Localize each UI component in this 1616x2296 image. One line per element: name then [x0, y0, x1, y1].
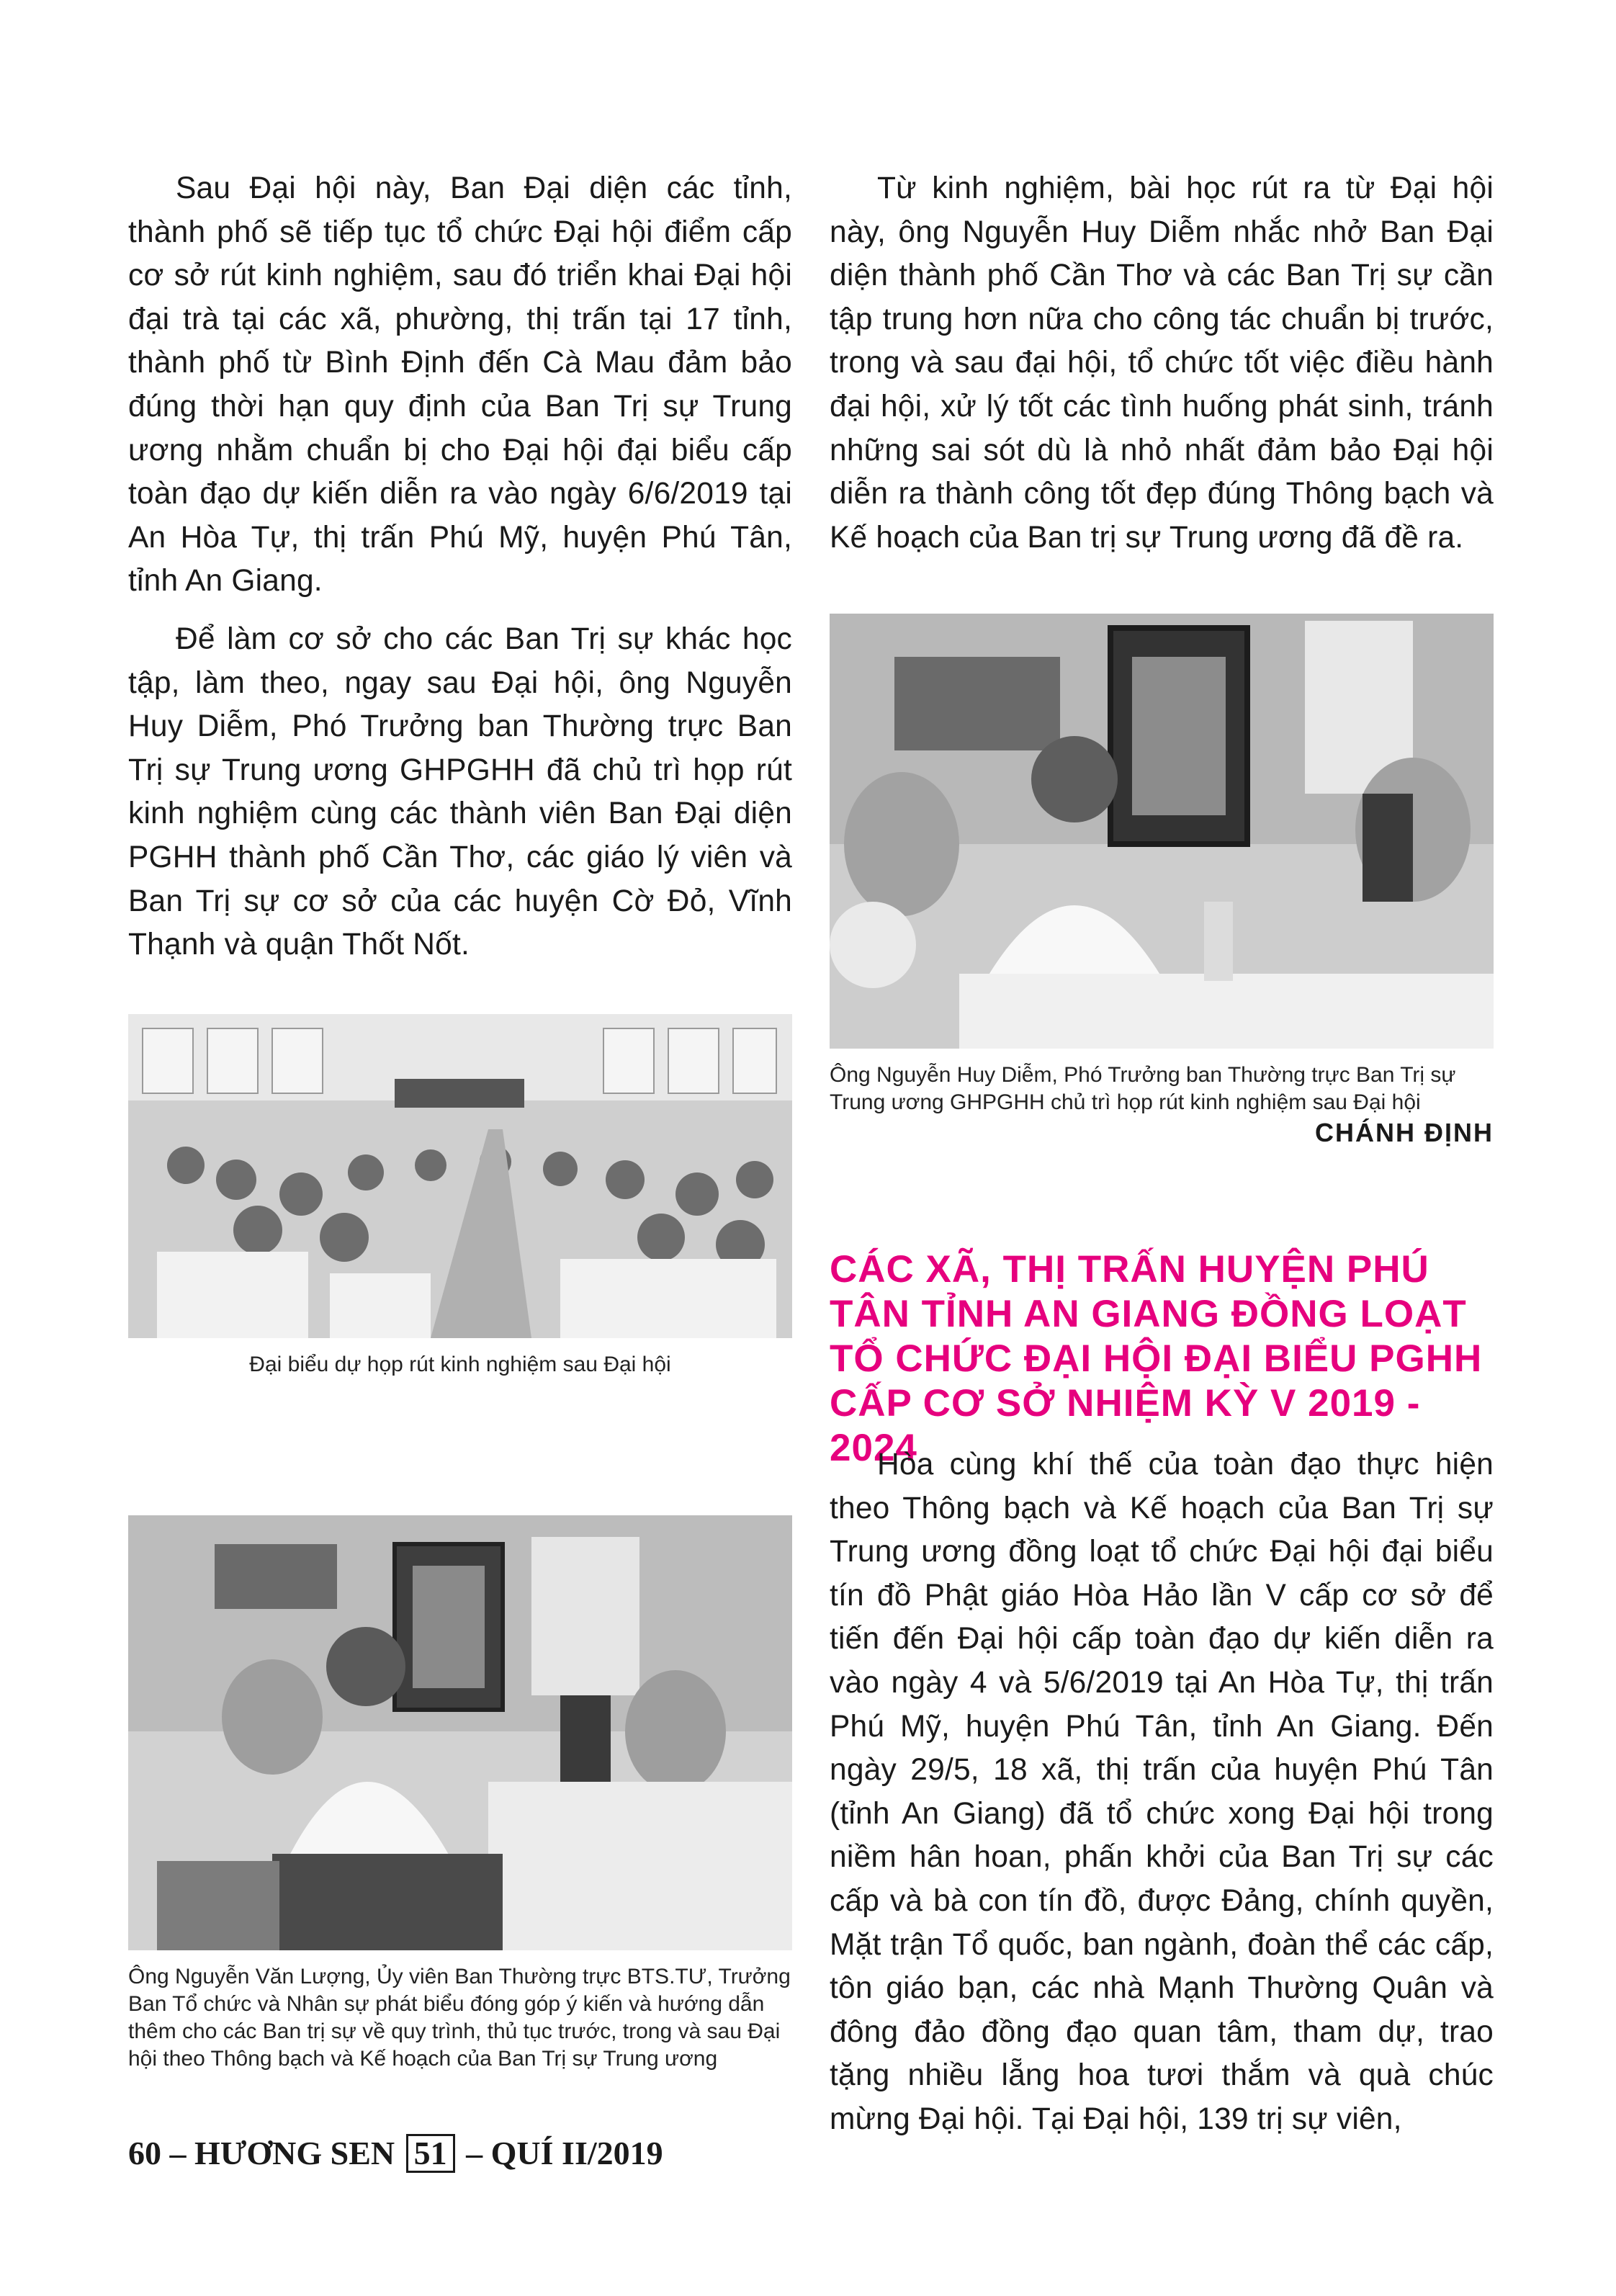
photo-speaker-podium [128, 1515, 792, 1950]
photo-chairman-image [830, 614, 1494, 1049]
footer-dash-1: – [169, 2135, 187, 2171]
page-number: 60 [128, 2135, 161, 2171]
issue-number: 51 [406, 2134, 455, 2173]
right-text-block [830, 167, 1494, 560]
paragraph-left-1: Sau Đại hội này, Ban Đại diện các tỉnh, thành phố sẽ tiếp tục tổ chức Đại hội điểm cấp cơ sở rút kinh nghiệm, sau đó triển khai Đại hội đại trà tại các xã, phường, thị trấn tại 17 tỉnh, thành phố từ Bình Định đến Cà Mau đảm bảo đúng thời hạn quy định của Ban Trị sự Trung ương nhằm chuẩn bị cho Đại hội đại biểu cấp toàn đạo dự kiến diễn ra vào ngày 6/6/2019 tại An Hòa Tự, thị trấn Phú Mỹ, huyện Phú Tân, tỉnh An Giang. [128, 171, 792, 598]
photo-audience-image [128, 1014, 792, 1338]
photo-audience [128, 1014, 792, 1338]
footer-dash-2: – [466, 2135, 483, 2171]
paragraph-right-1: Từ kinh nghiệm, bài học rút ra từ Đại hội này, ông Nguyễn Huy Diễm nhắc nhở Ban Đại diện thành phố Cần Thơ và các Ban Trị sự cần tập trung hơn nữa cho công tác chuẩn bị trước, trong và sau đại hội, tổ chức tốt việc điều hành đại hội, xử lý tốt các tình huống phát sinh, tránh những sai sót dù là nhỏ nhất đảm bảo Đại hội diễn ra thành công tốt đẹp đúng Thông bạch và Kế hoạch của Ban trị sự Trung ương đã đề ra. [830, 171, 1494, 555]
article-body [830, 1443, 1494, 2142]
left-text-block [128, 167, 792, 967]
magazine-name: HƯƠNG SEN [194, 2135, 395, 2171]
article-heading: CÁC XÃ, THỊ TRẤN HUYỆN PHÚ TÂN TỈNH AN GIANG ĐỒNG LOẠT TỔ CHỨC ĐẠI HỘI ĐẠI BIỂU PGHH CẤP CƠ SỞ NHIỆM KỲ V 2019 - 2024 [830, 1248, 1483, 1469]
photo-speaker-podium-image [128, 1515, 792, 1950]
photo-speaker-podium-caption: Ông Nguyễn Văn Lượng, Ủy viên Ban Thường trực BTS.TƯ, Trưởng Ban Tổ chức và Nhân sự phát biểu đóng góp ý kiến và hướng dẫn thêm cho các Ban trị sự về quy trình, thủ tục trước, trong và sau Đại hội theo Thông bạch và Kế hoạch của Ban Trị sự Trung ương [128, 1965, 791, 2071]
photo-audience-caption: Đại biểu dự họp rút kinh nghiệm sau Đại hội [249, 1353, 671, 1376]
photo-chairman [830, 614, 1494, 1049]
article-paragraph: Hòa cùng khí thế của toàn đạo thực hiện theo Thông bạch và Kế hoạch của Ban Trị sự Trung ương đồng loạt tổ chức Đại hội đại biểu tín đồ Phật giáo Hòa Hảo lần V cấp cơ sở để tiến đến Đại hội cấp toàn đạo dự kiến diễn ra vào ngày 4 và 5/6/2019 tại An Hòa Tự, thị trấn Phú Mỹ, huyện Phú Tân, tỉnh An Giang. Đến ngày 29/5, 18 xã, thị trấn của huyện Phú Tân (tỉnh An Giang) đã tổ chức xong Đại hội trong niềm hân hoan, phấn khởi của Ban Trị sự các cấp và bà con tín đồ, được Đảng, chính quyền, Mặt trận Tổ quốc, ban ngành, đoàn thể các cấp, tôn giáo bạn, các nhà Mạnh Thường Quân và đông đảo đồng đạo quan tâm, tham dự, trao tặng nhiều lẵng hoa tươi thắm và quà chúc mừng Đại hội. Tại Đại hội, 139 trị sự viên, [830, 1448, 1494, 2136]
author-name: CHÁNH ĐỊNH [1315, 1118, 1494, 1147]
photo-chairman-caption: Ông Nguyễn Huy Diễm, Phó Trưởng ban Thường trực Ban Trị sự Trung ương GHPGHH chủ trì họp rút kinh nghiệm sau Đại hội [830, 1063, 1456, 1114]
paragraph-left-2: Để làm cơ sở cho các Ban Trị sự khác học tập, làm theo, ngay sau Đại hội, ông Nguyễn Huy Diễm, Phó Trưởng ban Thường trực Ban Trị sự Trung ương GHPGHH đã chủ trì họp rút kinh nghiệm cùng các thành viên Ban Đại diện PGHH thành phố Cần Thơ, các giáo lý viên và Ban Trị sự cơ sở của các huyện Cờ Đỏ, Vĩnh Thạnh và quận Thốt Nốt. [128, 622, 792, 962]
issue-quarter: QUÍ II/2019 [490, 2135, 663, 2171]
page-footer [128, 2132, 663, 2175]
